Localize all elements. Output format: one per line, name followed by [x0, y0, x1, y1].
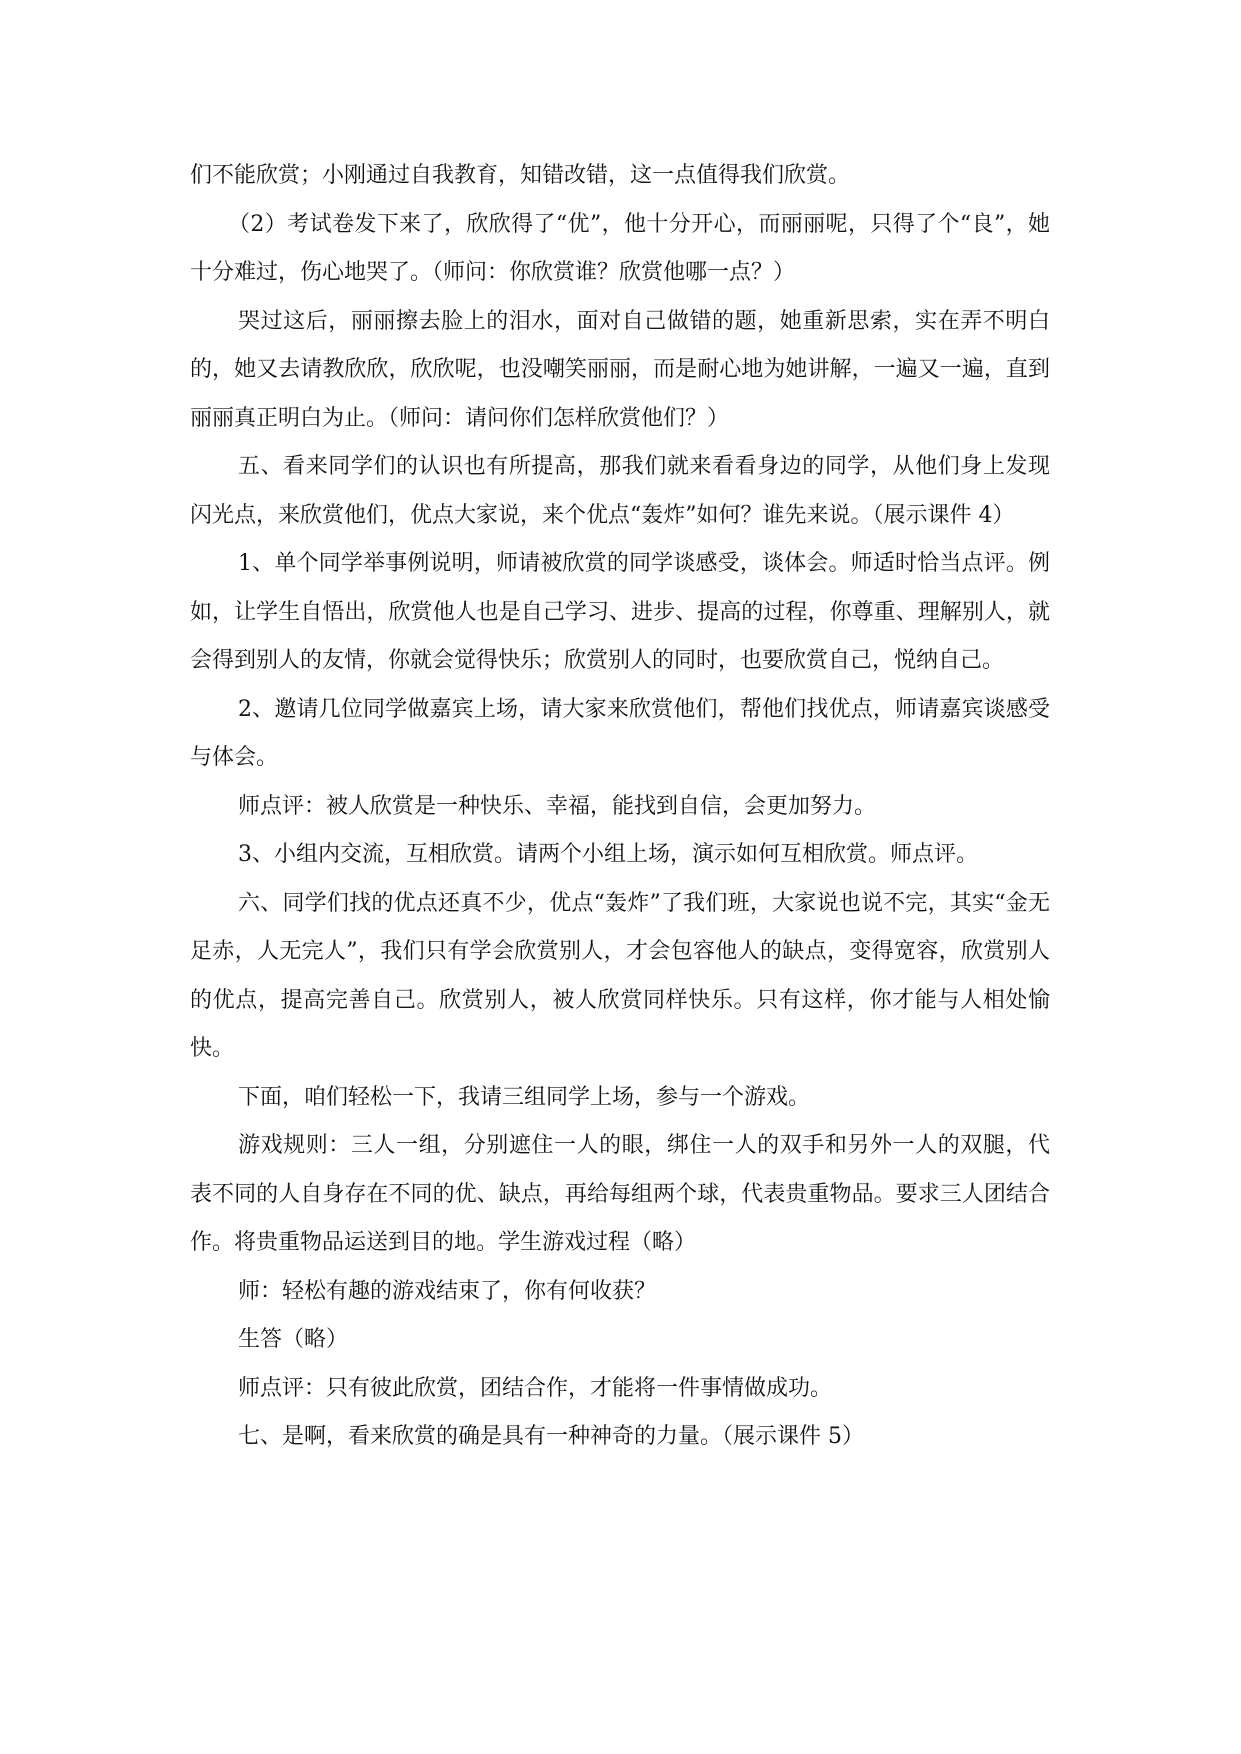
paragraph-teacher-comment-2: 师点评：只有彼此欣赏，团结合作，才能将一件事情做成功。: [238, 1375, 833, 1401]
paragraph-step-one: 1、单个同学举事例说明，师请被欣赏的同学谈感受，谈体会。师适时恰当点评。例如，让学生自悟出，欣赏他人也是自己学习、进步、提高的过程，你尊重、理解别人，就会得到别人的友情，你就会觉得快乐；欣赏别人的同时，也要欣赏自己，悦纳自己。: [190, 551, 1050, 673]
paragraph-section-five: 五、看来同学们的认识也有所提高，那我们就来看看身边的同学，从他们身上发现闪光点，来欣赏他们，优点大家说，来个优点“轰炸”如何？谁先来说。（展示课件 4）: [190, 454, 1050, 528]
paragraph-game-rules: 游戏规则：三人一组，分别遮住一人的眼，绑住一人的双手和另外一人的双腿，代表不同的人自身存在不同的优、缺点，再给每组两个球，代表贵重物品。要求三人团结合作。将贵重物品运送到目的地。学生游戏过程（略）: [190, 1133, 1050, 1255]
paragraph-step-two: 2、邀请几位同学做嘉宾上场，请大家来欣赏他们，帮他们找优点，师请嘉宾谈感受与体会。: [190, 696, 1050, 770]
paragraph-exam-story: （2）考试卷发下来了，欣欣得了“优”，他十分开心，而丽丽呢，只得了个“良”，她十分难过，伤心地哭了。（师问：你欣赏谁？欣赏他哪一点？）: [190, 211, 1050, 285]
paragraph-game-intro: 下面，咱们轻松一下，我请三组同学上场，参与一个游戏。: [238, 1084, 811, 1110]
paragraph-teacher-question: 师：轻松有趣的游戏结束了，你有何收获？: [238, 1278, 657, 1304]
paragraph-section-six: 六、同学们找的优点还真不少，优点“轰炸”了我们班，大家说也说不完，其实“金无足赤，人无完人”，我们只有学会欣赏别人，才会包容他人的缺点，变得宽容，欣赏别人的优点，提高完善自己。欣赏别人，被人欣赏同样快乐。只有这样，你才能与人相处愉快。: [190, 890, 1050, 1061]
document-body: [190, 152, 1050, 1462]
paragraph-teacher-comment-1: 师点评：被人欣赏是一种快乐、幸福，能找到自信，会更加努力。: [238, 793, 877, 819]
paragraph-step-three: 3、小组内交流，互相欣赏。请两个小组上场，演示如何互相欣赏。师点评。: [238, 842, 978, 867]
paragraph-after-crying: 哭过这后，丽丽擦去脸上的泪水，面对自己做错的题，她重新思索，实在弄不明白的，她又去请教欣欣，欣欣呢，也没嘲笑丽丽，而是耐心地为她讲解，一遍又一遍，直到丽丽真正明白为止。（师问：请问你们怎样欣赏他们？）: [190, 308, 1050, 431]
paragraph-student-answer: 生答（略）: [238, 1327, 349, 1352]
paragraph-continuation: 们不能欣赏；小刚通过自我教育，知错改错，这一点值得我们欣赏。: [190, 163, 851, 188]
paragraph-section-seven: 七、是啊，看来欣赏的确是具有一种神奇的力量。（展示课件 5）: [238, 1424, 864, 1449]
